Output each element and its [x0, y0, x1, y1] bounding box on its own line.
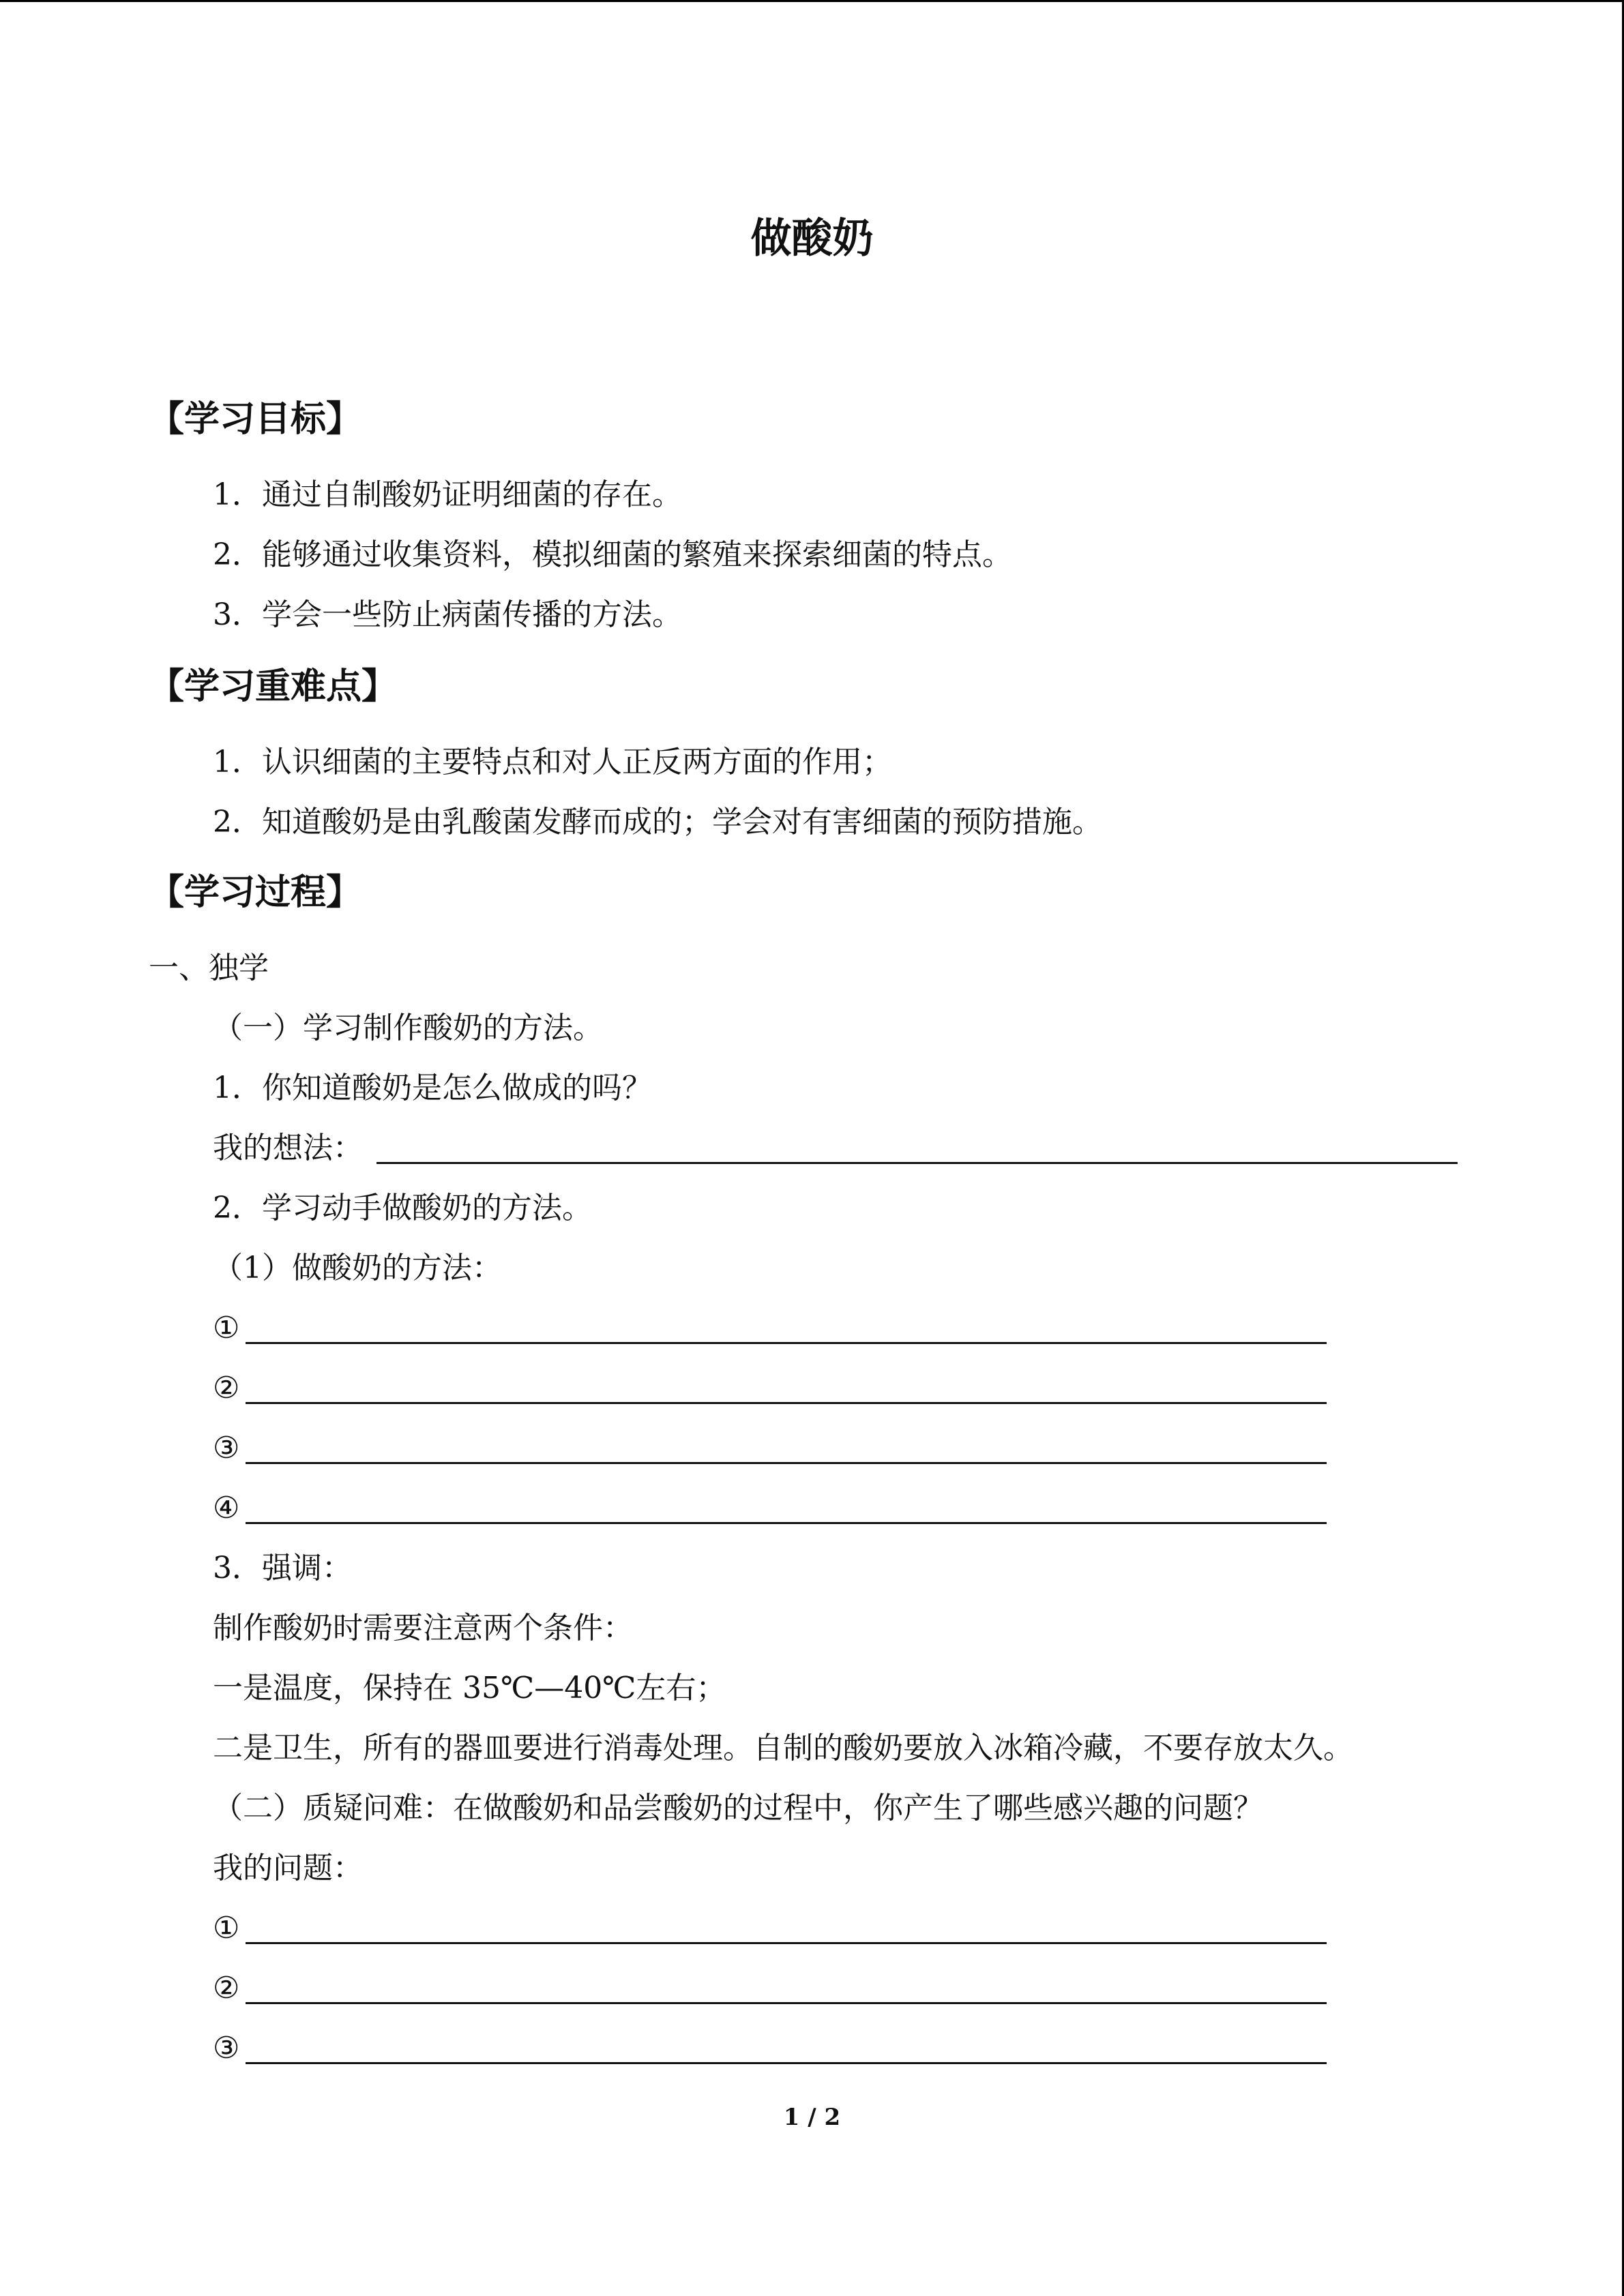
method-answer-line-4[interactable]	[246, 1522, 1327, 1524]
method-answer-line-3[interactable]	[246, 1462, 1327, 1464]
question-answer-line-1[interactable]	[246, 1942, 1327, 1944]
question-mark-2: ②	[213, 1971, 240, 2006]
method-mark-3: ③	[213, 1431, 240, 1465]
key-point-item-2: 2．知道酸奶是由乳酸菌发酵而成的；学会对有害细菌的预防措施。	[213, 805, 1102, 839]
question-one: 1．你知道酸奶是怎么做成的吗？	[213, 1071, 652, 1105]
method-mark-2: ②	[213, 1371, 240, 1405]
condition-hygiene: 二是卫生，所有的器皿要进行消毒处理。自制的酸奶要放入冰箱冷藏，不要存放太久。	[213, 1731, 1353, 1765]
question-mark-1: ①	[213, 1911, 240, 1945]
section-heading-goals: 【学习目标】	[149, 399, 362, 440]
my-idea-label: 我的想法：	[213, 1131, 363, 1165]
my-idea-answer-line[interactable]	[377, 1162, 1458, 1164]
method-answer-line-2[interactable]	[246, 1402, 1327, 1404]
subsection-two: （二）质疑问难：在做酸奶和品尝酸奶的过程中，你产生了哪些感兴趣的问题？	[213, 1791, 1263, 1825]
page-title: 做酸奶	[750, 215, 874, 263]
section-heading-process: 【学习过程】	[149, 872, 362, 913]
subsection-one: （一）学习制作酸奶的方法。	[213, 1011, 603, 1045]
part-one-label: 一、独学	[149, 951, 269, 985]
condition-temperature: 一是温度，保持在 35℃—40℃左右；	[213, 1671, 726, 1705]
page-number: 1 / 2	[783, 2104, 841, 2131]
question-three: 3．强调：	[213, 1551, 352, 1585]
method-answer-line-1[interactable]	[246, 1342, 1327, 1344]
question-answer-line-2[interactable]	[246, 2002, 1327, 2004]
section-heading-key-points: 【学习重难点】	[149, 666, 398, 707]
question-two: 2．学习动手做酸奶的方法。	[213, 1191, 592, 1225]
goal-item-2: 2．能够通过收集资料，模拟细菌的繁殖来探索细菌的特点。	[213, 537, 1012, 572]
goal-item-1: 1．通过自制酸奶证明细菌的存在。	[213, 477, 682, 512]
condition-intro: 制作酸奶时需要注意两个条件：	[213, 1611, 633, 1645]
my-questions-label: 我的问题：	[213, 1851, 363, 1885]
key-point-item-1: 1．认识细菌的主要特点和对人正反两方面的作用；	[213, 745, 892, 779]
method-mark-4: ④	[213, 1491, 240, 1525]
question-answer-line-3[interactable]	[246, 2062, 1327, 2064]
goal-item-3: 3．学会一些防止病菌传播的方法。	[213, 597, 682, 632]
question-mark-3: ③	[213, 2031, 240, 2066]
method-mark-1: ①	[213, 1311, 240, 1345]
method-label: （1）做酸奶的方法：	[213, 1251, 502, 1285]
page-border-top	[0, 0, 1624, 2]
